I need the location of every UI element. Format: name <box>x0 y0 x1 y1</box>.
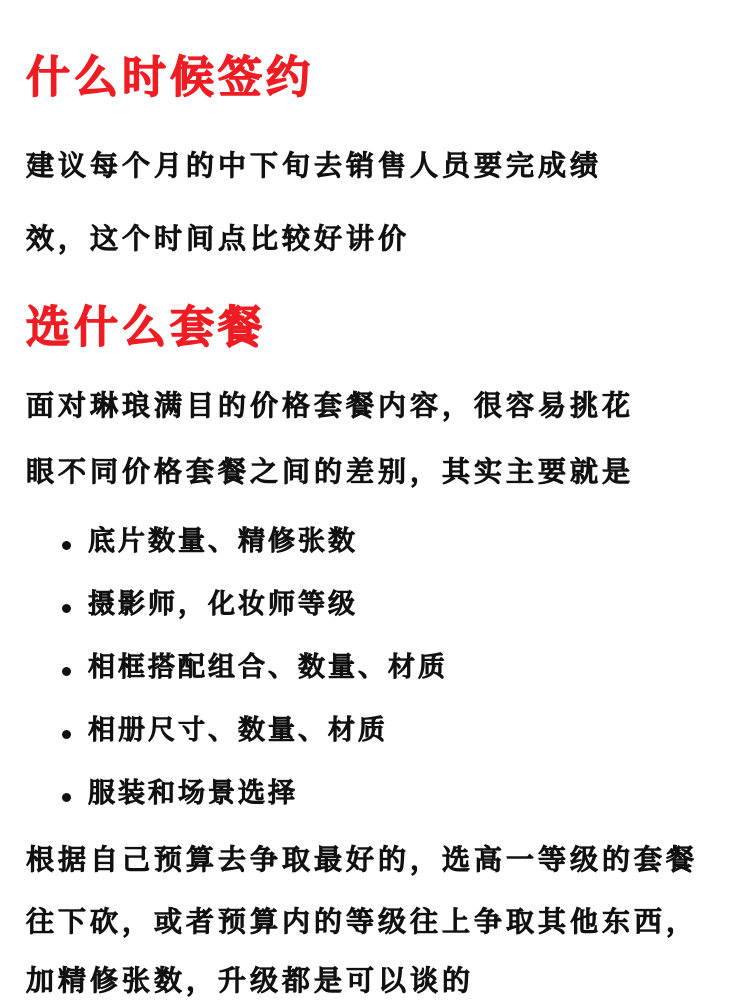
paragraph-line: 建议每个月的中下旬去销售人员要完成绩 <box>26 149 603 182</box>
list-item: 底片数量、精修张数 <box>88 526 358 557</box>
bullet-dot <box>62 793 71 802</box>
paragraph-line: 加精修张数，升级都是可以谈的 <box>26 964 475 997</box>
bullet-dot <box>62 667 71 676</box>
paragraph-line: 面对琳琅满目的价格套餐内容，很容易挑花 <box>26 389 635 422</box>
bullet-dot <box>62 730 71 739</box>
paragraph-line: 往下砍，或者预算内的等级往上争取其他东西， <box>26 905 699 938</box>
bullet-dot <box>62 604 71 613</box>
bullet-dot <box>62 541 71 550</box>
list-item: 相框搭配组合、数量、材质 <box>88 652 448 683</box>
paragraph-line: 效，这个时间点比较好讲价 <box>26 222 411 255</box>
paragraph-line: 根据自己预算去争取最好的，选高一等级的套餐 <box>26 843 699 876</box>
section-heading-when-to-sign: 什么时候签约 <box>26 52 314 103</box>
paragraph-line: 眼不同价格套餐之间的差别，其实主要就是 <box>26 455 635 488</box>
list-item: 相册尺寸、数量、材质 <box>88 715 388 746</box>
list-item: 服装和场景选择 <box>88 778 298 809</box>
list-item: 摄影师，化妆师等级 <box>88 589 358 620</box>
section-heading-which-package: 选什么套餐 <box>26 302 266 353</box>
